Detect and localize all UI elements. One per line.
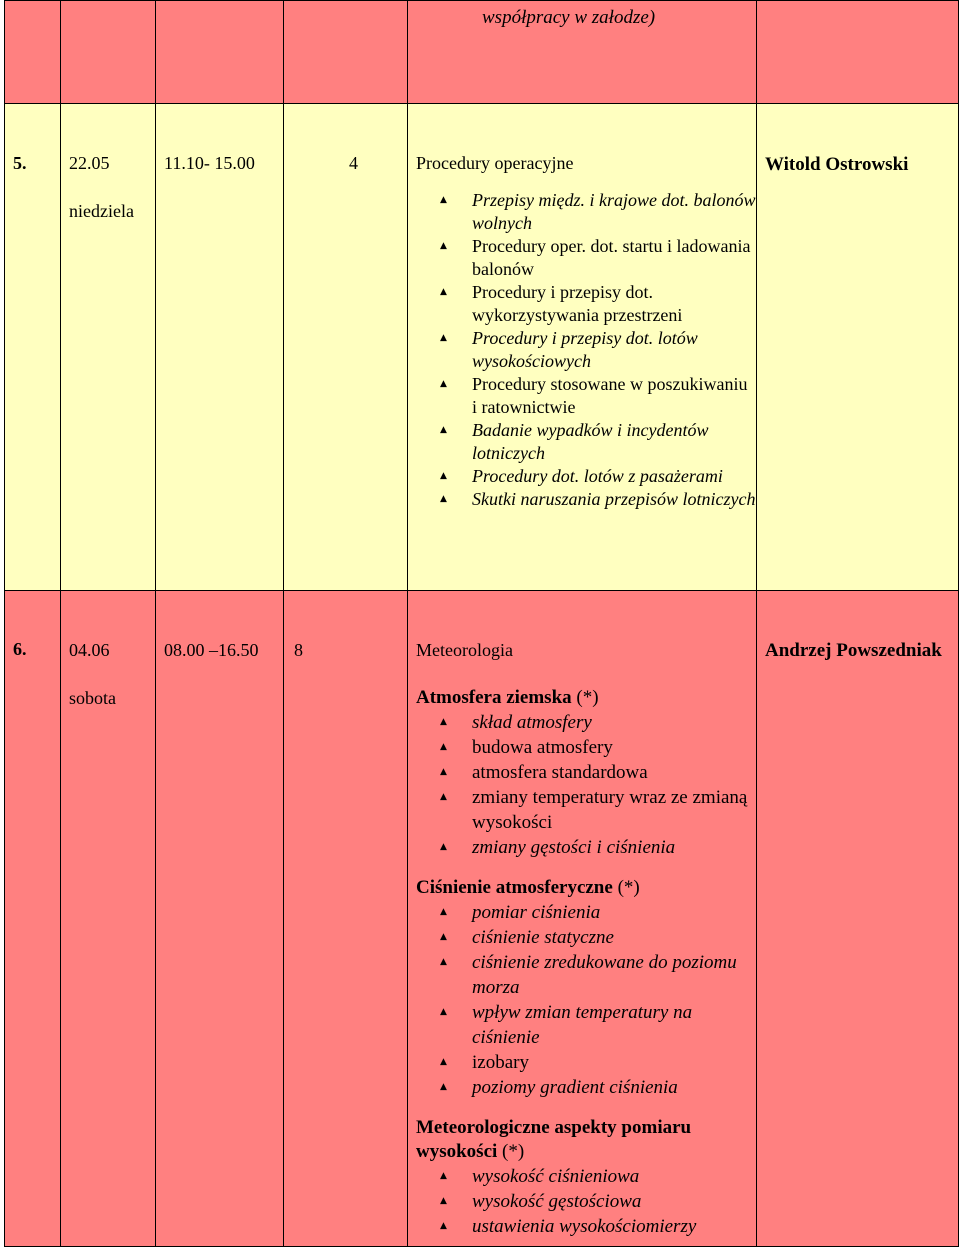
topic-item-text: Procedury dot. lotów z pasażerami — [472, 466, 723, 486]
topic-item-text: skład atmosfery — [472, 712, 592, 733]
topic-section — [408, 876, 756, 1100]
section-title — [408, 686, 756, 710]
topic-item — [408, 1164, 756, 1189]
session-time: 08.00 –16.50 — [164, 640, 259, 660]
topic-item — [408, 1075, 756, 1100]
topic-item — [408, 327, 756, 373]
topic-item-text: ciśnienie statyczne — [472, 927, 614, 948]
arrow-up-icon: ▲ — [440, 1057, 447, 1067]
session-hours: 4 — [349, 153, 358, 173]
section-suffix: (*) — [617, 877, 640, 898]
instructor-name: Andrzej Powszedniak — [765, 640, 942, 661]
topic-item — [408, 735, 756, 760]
arrow-up-icon: ▲ — [440, 494, 447, 504]
arrow-up-icon: ▲ — [440, 717, 447, 727]
topic-item — [408, 488, 756, 511]
topic-list — [408, 1164, 756, 1239]
topic-item — [408, 373, 756, 419]
row-6 — [5, 591, 959, 1247]
topic-item — [408, 950, 756, 1000]
row-number: 5. — [13, 153, 27, 173]
topic-section — [408, 1116, 756, 1239]
session-hours: 8 — [294, 640, 303, 660]
topic-item — [408, 465, 756, 488]
arrow-up-icon: ▲ — [440, 241, 447, 251]
arrow-up-icon: ▲ — [440, 425, 447, 435]
topic-item-text: Skutki naruszania przepisów lotniczych — [472, 489, 756, 509]
topic-item-text: ciśnienie zredukowane do poziomu morza — [472, 952, 737, 998]
topic-item — [408, 710, 756, 735]
subject-title: Meteorologia — [416, 640, 513, 660]
topic-item-text: ustawienia wysokościomierzy — [472, 1216, 697, 1237]
topic-item-text: Procedury i przepisy dot. lotów wysokościowych — [472, 328, 698, 371]
session-day: sobota — [69, 688, 116, 708]
section-title — [408, 876, 756, 900]
topic-item-text: poziomy gradient ciśnienia — [472, 1077, 678, 1098]
topic-item — [408, 1000, 756, 1050]
topic-item-text: izobary — [472, 1052, 529, 1073]
arrow-up-icon: ▲ — [440, 379, 447, 389]
topic-item — [408, 760, 756, 785]
arrow-up-icon: ▲ — [440, 471, 447, 481]
topic-section — [408, 686, 756, 860]
topic-item-text: budowa atmosfery — [472, 737, 613, 758]
arrow-up-icon: ▲ — [440, 842, 447, 852]
section-title — [408, 1116, 756, 1164]
topic-list — [408, 710, 756, 860]
schedule-table — [4, 0, 959, 1247]
arrow-up-icon: ▲ — [440, 1171, 447, 1181]
arrow-up-icon: ▲ — [440, 957, 447, 967]
topic-list — [408, 900, 756, 1100]
topic-item-text: wysokość gęstościowa — [472, 1191, 642, 1212]
arrow-up-icon: ▲ — [440, 742, 447, 752]
topic-item — [408, 900, 756, 925]
subject-title: Procedury operacyjne — [416, 153, 574, 173]
continuation-text: współpracy w załodze) — [482, 7, 656, 28]
arrow-up-icon: ▲ — [440, 287, 447, 297]
topic-item — [408, 1214, 756, 1239]
arrow-up-icon: ▲ — [440, 907, 447, 917]
topic-item — [408, 785, 756, 835]
section-suffix: (*) — [502, 1141, 525, 1162]
topic-item — [408, 1050, 756, 1075]
session-date: 04.06 — [69, 640, 110, 660]
section-title-text: Atmosfera ziemska — [416, 687, 572, 708]
topic-item-text: zmiany temperatury wraz ze zmianą wysokości — [472, 787, 748, 833]
row-number: 6. — [13, 639, 27, 659]
session-day: niedziela — [69, 201, 134, 221]
arrow-up-icon: ▲ — [440, 195, 447, 205]
instructor-name: Witold Ostrowski — [765, 154, 909, 175]
session-time: 11.10- 15.00 — [164, 153, 255, 173]
topic-item-text: pomiar ciśnienia — [472, 902, 601, 923]
arrow-up-icon: ▲ — [440, 932, 447, 942]
topic-item-text: Przepisy międz. i krajowe dot. balonów wolnych — [472, 190, 756, 233]
topic-item-text: Procedury stosowane w poszukiwaniu i ratownictwie — [472, 374, 748, 417]
topic-list — [408, 189, 756, 511]
topic-item-text: Badanie wypadków i incydentów lotniczych — [472, 420, 709, 463]
topic-item-text: Procedury oper. dot. startu i ladowania balonów — [472, 236, 751, 279]
topic-item-text: wpływ zmian temperatury na ciśnienie — [472, 1002, 693, 1048]
topic-item-text: zmiany gęstości i ciśnienia — [472, 837, 676, 858]
session-date: 22.05 — [69, 153, 110, 173]
topic-item — [408, 835, 756, 860]
arrow-up-icon: ▲ — [440, 1082, 447, 1092]
continuation-row — [5, 1, 959, 104]
topic-sections — [408, 686, 756, 1239]
topic-item — [408, 419, 756, 465]
topic-item-text: atmosfera standardowa — [472, 762, 648, 783]
topic-item-text: Procedury i przepisy dot. wykorzystywania przestrzeni — [472, 282, 683, 325]
topic-item — [408, 189, 756, 235]
topic-item — [408, 1189, 756, 1214]
section-title-text: Meteorologiczne aspekty pomiaru wysokości — [416, 1117, 692, 1162]
section-title-text: Ciśnienie atmosferyczne — [416, 877, 613, 898]
topic-item — [408, 235, 756, 281]
arrow-up-icon: ▲ — [440, 792, 447, 802]
arrow-up-icon: ▲ — [440, 1221, 447, 1231]
arrow-up-icon: ▲ — [440, 333, 447, 343]
row-5 — [5, 104, 959, 591]
arrow-up-icon: ▲ — [440, 1007, 447, 1017]
topic-item — [408, 925, 756, 950]
arrow-up-icon: ▲ — [440, 1196, 447, 1206]
arrow-up-icon: ▲ — [440, 767, 447, 777]
section-suffix: (*) — [576, 687, 599, 708]
topic-item — [408, 281, 756, 327]
topic-item-text: wysokość ciśnieniowa — [472, 1166, 640, 1187]
